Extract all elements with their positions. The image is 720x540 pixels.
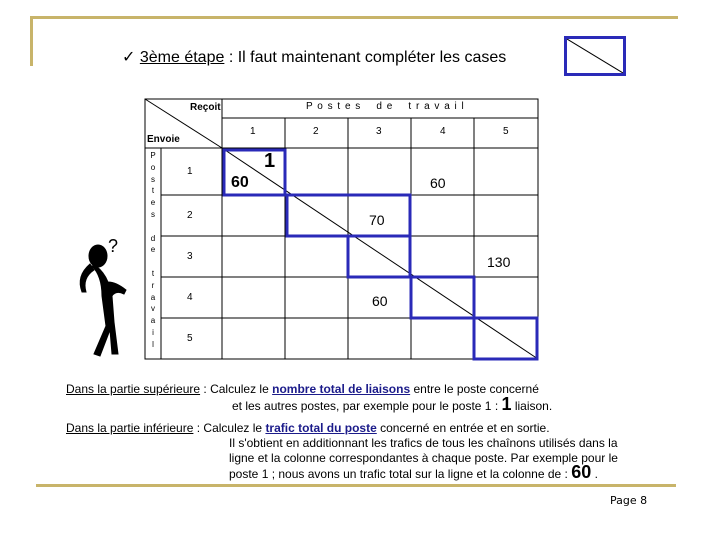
col-header-4: 4 (440, 126, 446, 137)
top-header: P o s t e s d e t r a v a i l (306, 101, 465, 112)
side-letter (149, 221, 157, 233)
cell-r2c3: 70 (369, 212, 385, 228)
side-letter: s (151, 209, 155, 219)
para1-label: Dans la partie supérieure (66, 382, 201, 396)
para1-text1: : Calculez le (200, 382, 273, 396)
side-letter: l (152, 339, 154, 349)
cell-r3c5: 130 (487, 254, 511, 270)
cell-r1c4: 60 (430, 175, 446, 191)
side-letter: P (150, 151, 156, 160)
side-letter: d (150, 233, 156, 243)
col-header-5: 5 (503, 126, 509, 137)
col-header-1: 1 (250, 126, 256, 137)
row-header-5: 5 (187, 333, 193, 344)
para2-label: Dans la partie inférieure (66, 421, 194, 435)
para2-text1: : Calculez le (193, 421, 266, 435)
side-letter (149, 256, 157, 268)
step-title-underlined: 3ème étape (139, 49, 225, 66)
side-letter: r (151, 280, 155, 290)
page-number: Page 8 (610, 494, 648, 507)
side-letter: e (150, 245, 156, 255)
corner-top-label: Reçoit (190, 102, 221, 113)
side-letter: e (150, 198, 156, 208)
para-top-line2 (232, 394, 553, 414)
para2-text2: concerné en entrée et en sortie. (376, 421, 550, 435)
row-header-3: 3 (187, 251, 193, 262)
cell-r1c1-lower: 60 (231, 174, 249, 191)
para-top-line1 (66, 382, 539, 397)
side-letter: a (150, 292, 156, 302)
side-letter: o (150, 162, 156, 172)
step-title-rest: : Il faut maintenant compléter les cases (224, 49, 507, 66)
side-letter: a (150, 316, 156, 326)
para1-emph: nombre total de liaisons (272, 382, 411, 396)
thinking-figure-icon (72, 236, 132, 360)
para2-line4a: poste 1 ; nous avons un trafic total sur la ligne et la colonne de : (229, 467, 572, 481)
side-letter: v (151, 304, 155, 314)
para1-text2: entre le poste concerné (410, 382, 539, 396)
para-bottom-line1 (66, 421, 550, 436)
side-letter: t (151, 268, 155, 278)
para2-line4b: . (591, 467, 598, 481)
side-header (149, 150, 157, 351)
row-header-4: 4 (187, 292, 193, 303)
para2-line3: ligne et la colonne correspondantes à chaque poste. Par exemple pour le (229, 451, 618, 465)
para1-line2a: et les autres postes, par exemple pour le poste 1 : (232, 399, 502, 413)
diag-cell-4 (411, 277, 474, 318)
corner-bottom-label: Envoie (147, 134, 180, 145)
side-letter: t (151, 186, 155, 196)
col-header-2: 2 (313, 126, 319, 137)
para2-emph: trafic total du poste (265, 421, 377, 435)
row-header-1: 1 (187, 166, 193, 177)
cell-r1c1-upper: 1 (264, 150, 276, 172)
col-header-3: 3 (376, 126, 382, 137)
para2-number: 60 (571, 462, 592, 482)
question-mark: ? (108, 236, 119, 256)
side-letter: s (151, 174, 155, 184)
para1-number: 1 (501, 394, 512, 414)
side-letter: i (152, 327, 154, 337)
diag-cell-5 (474, 318, 537, 359)
para2-line4 (229, 462, 598, 482)
para1-line2b: liaison. (511, 399, 553, 413)
row-header-2: 2 (187, 210, 193, 221)
frame-bottom-rule (36, 484, 676, 487)
para2-line2: Il s'obtient en additionnant les trafics de tous les chaînons utilisés dans la (229, 436, 618, 450)
cell-r4c3: 60 (372, 293, 388, 309)
check-icon: ✓ (122, 49, 136, 66)
diag-cell-3 (348, 236, 410, 277)
